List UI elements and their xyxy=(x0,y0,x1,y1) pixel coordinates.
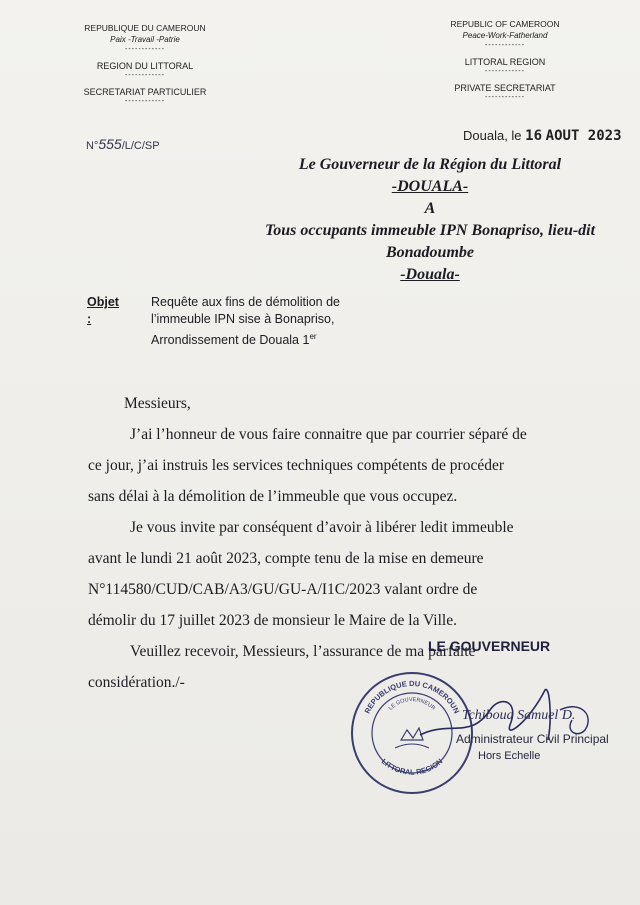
paragraph-2-line-1: Je vous invite par conséquent d’avoir à libérer ledit immeuble xyxy=(130,519,514,536)
paragraph-3-line-1: Veuillez recevoir, Messieurs, l’assurance de ma parfaite xyxy=(130,643,476,660)
seal-outer-bottom-text: LITTORAL REGION xyxy=(379,756,445,777)
divider: ------------ xyxy=(485,68,525,75)
divider: ------------ xyxy=(125,98,165,105)
recipient-line-1: Tous occupants immeuble IPN Bonapriso, lieu-dit xyxy=(264,222,596,239)
header-right xyxy=(420,18,590,102)
subject-line-2: l’immeuble IPN sise à Bonapriso, xyxy=(151,312,335,326)
recipient-city: -Douala- xyxy=(400,266,460,283)
subject-superscript: er xyxy=(309,332,317,341)
paragraph-2-line-2: avant le lundi 21 août 2023, compte tenu de la mise en demeure xyxy=(88,550,484,567)
seal-inner-text: LE GOUVERNEUR xyxy=(387,696,437,712)
motto-fr: Paix -Travail -Patrie xyxy=(110,35,180,44)
salutation: Messieurs, xyxy=(124,395,191,412)
country-name-fr: REPUBLIQUE DU CAMEROUN xyxy=(84,23,206,33)
region-en: LITTORAL REGION xyxy=(464,57,546,67)
paragraph-2-line-4: démolir du 17 juillet 2023 de monsieur le Maire de la Ville. xyxy=(88,612,457,629)
office-en: PRIVATE SECRETARIAT xyxy=(454,83,556,93)
addressee-prep: A xyxy=(424,200,436,217)
signatory-office: LE GOUVERNEUR xyxy=(428,638,551,654)
subject-line-3-text: Arrondissement de Douala 1 xyxy=(151,333,310,348)
reference-prefix: N° xyxy=(86,140,99,152)
addressee-block xyxy=(230,154,630,286)
sender-title: Le Gouverneur de la Région du Littoral xyxy=(298,156,562,173)
date-day: 16 xyxy=(525,128,543,144)
letter-date xyxy=(463,128,622,144)
paragraph-1-line-1: J’ai l’honneur de vous faire connaitre que par courrier séparé de xyxy=(130,426,527,443)
reference-number xyxy=(86,136,160,152)
seal-outer-top-text: REPUBLIQUE DU CAMEROUN xyxy=(362,678,462,715)
subject-line-1: Requête aux fins de démolition de xyxy=(151,295,341,309)
divider: ------------ xyxy=(125,46,165,53)
paragraph-2-line-3: N°114580/CUD/CAB/A3/GU/GU-A/I1C/2023 valant ordre de xyxy=(88,581,478,598)
country-name-en: REPUBLIC OF CAMEROON xyxy=(450,19,560,29)
recipient-line-2: Bonadoumbe xyxy=(385,244,474,261)
divider: ------------ xyxy=(125,72,165,79)
signatory-name: Tchiboua Samuel D. xyxy=(462,708,576,723)
region-fr: REGION DU LITTORAL xyxy=(96,61,194,71)
header-left xyxy=(70,22,220,106)
office-fr: SECRETARIAT PARTICULIER xyxy=(83,87,207,97)
motto-en: Peace-Work-Fatherland xyxy=(462,31,548,40)
reference-handwritten-number: 555 xyxy=(98,136,122,152)
paragraph-3-line-2: considération./- xyxy=(88,674,185,691)
paragraph-1-line-2: ce jour, j’ai instruis les services techniques compétents de procéder xyxy=(88,457,505,474)
subject-text xyxy=(151,294,451,349)
date-place: Douala, le xyxy=(463,128,522,143)
divider: ------------ xyxy=(485,94,525,101)
paragraph-1-line-3: sans délai à la démolition de l’immeuble que vous occupez. xyxy=(88,488,458,505)
divider: ------------ xyxy=(485,42,525,49)
subject-label: Objet : xyxy=(87,295,119,326)
signatory-grade: Hors Echelle xyxy=(478,750,541,762)
sender-city: -DOUALA- xyxy=(391,178,469,195)
reference-suffix: /L/C/SP xyxy=(121,140,160,152)
subject-line-3 xyxy=(151,328,451,349)
date-month-year: AOUT 2023 xyxy=(545,128,622,144)
signatory-title: Administrateur Civil Principal xyxy=(456,732,609,746)
